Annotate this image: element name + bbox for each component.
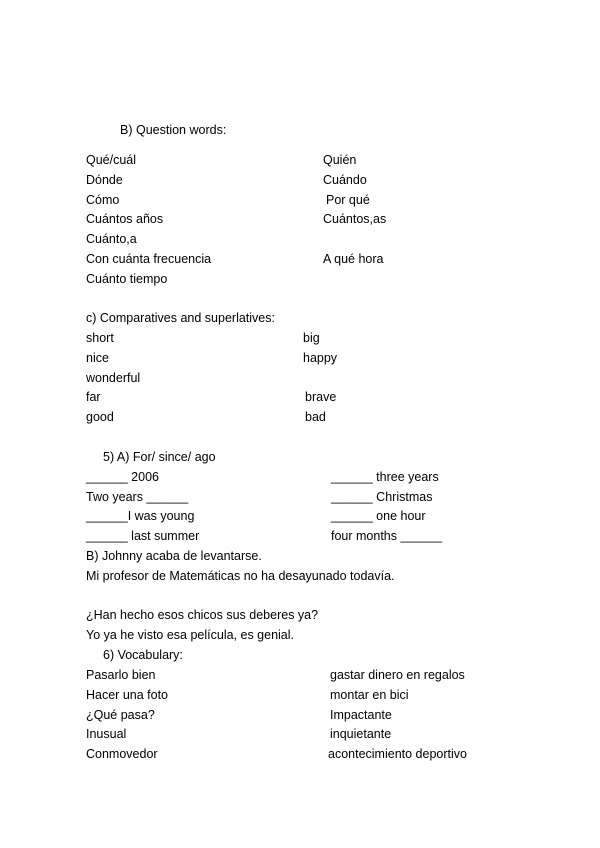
question-word-right-2: Cuándo — [323, 173, 367, 187]
for-since-ago-right-3: ______ one hour — [331, 509, 426, 523]
comparative-right-1: big — [303, 331, 320, 345]
vocabulary-left-3: ¿Qué pasa? — [86, 708, 155, 722]
question-words-heading: B) Question words: — [120, 123, 227, 137]
sentence-4: Yo ya he visto esa película, es genial. — [86, 628, 295, 642]
comparative-left-4: far — [86, 390, 101, 404]
comparative-left-5: good — [86, 410, 114, 424]
question-word-left-4: Cuántos años — [86, 212, 164, 226]
for-since-ago-heading: 5) A) For/ since/ ago — [103, 450, 216, 464]
vocabulary-right-4: inquietante — [330, 727, 392, 741]
question-word-right-6: A qué hora — [323, 252, 384, 266]
vocabulary-left-4: Inusual — [86, 727, 127, 741]
comparative-right-5: bad — [305, 410, 326, 424]
comparative-left-2: nice — [86, 351, 109, 365]
question-word-left-3: Cómo — [86, 193, 120, 207]
vocabulary-right-1: gastar dinero en regalos — [330, 668, 465, 682]
comparatives-heading: c) Comparatives and superlatives: — [86, 311, 275, 325]
question-word-right-1: Quién — [323, 153, 357, 167]
vocabulary-right-3: Impactante — [330, 708, 392, 722]
comparative-left-1: short — [86, 331, 114, 345]
question-word-left-7: Cuánto tiempo — [86, 272, 168, 286]
for-since-ago-right-1: ______ three years — [331, 470, 439, 484]
for-since-ago-left-2: Two years ______ — [86, 490, 189, 504]
for-since-ago-right-2: ______ Christmas — [331, 490, 433, 504]
vocabulary-left-1: Pasarlo bien — [86, 668, 156, 682]
question-word-left-5: Cuánto,a — [86, 232, 137, 246]
vocabulary-heading: 6) Vocabulary: — [103, 648, 183, 662]
for-since-ago-left-3: ______I was young — [86, 509, 195, 523]
for-since-ago-left-4: ______ last summer — [86, 529, 200, 543]
sentence-3: ¿Han hecho esos chicos sus deberes ya? — [86, 608, 319, 622]
question-word-left-6: Con cuánta frecuencia — [86, 252, 212, 266]
comparative-right-4: brave — [305, 390, 337, 404]
question-word-right-3: Por qué — [326, 193, 370, 207]
vocabulary-right-5: acontecimiento deportivo — [328, 747, 467, 761]
sentence-1: B) Johnny acaba de levantarse. — [86, 549, 262, 563]
for-since-ago-right-4: four months ______ — [331, 529, 443, 543]
comparative-right-2: happy — [303, 351, 338, 365]
vocabulary-right-2: montar en bici — [330, 688, 409, 702]
vocabulary-left-5: Conmovedor — [86, 747, 158, 761]
sentence-2: Mi profesor de Matemáticas no ha desayunado todavía. — [86, 569, 395, 583]
comparative-left-3: wonderful — [86, 371, 141, 385]
vocabulary-left-2: Hacer una foto — [86, 688, 168, 702]
question-word-left-1: Qué/cuál — [86, 153, 137, 167]
for-since-ago-left-1: ______ 2006 — [86, 470, 159, 484]
question-word-right-4: Cuántos,as — [323, 212, 387, 226]
question-word-left-2: Dónde — [86, 173, 123, 187]
